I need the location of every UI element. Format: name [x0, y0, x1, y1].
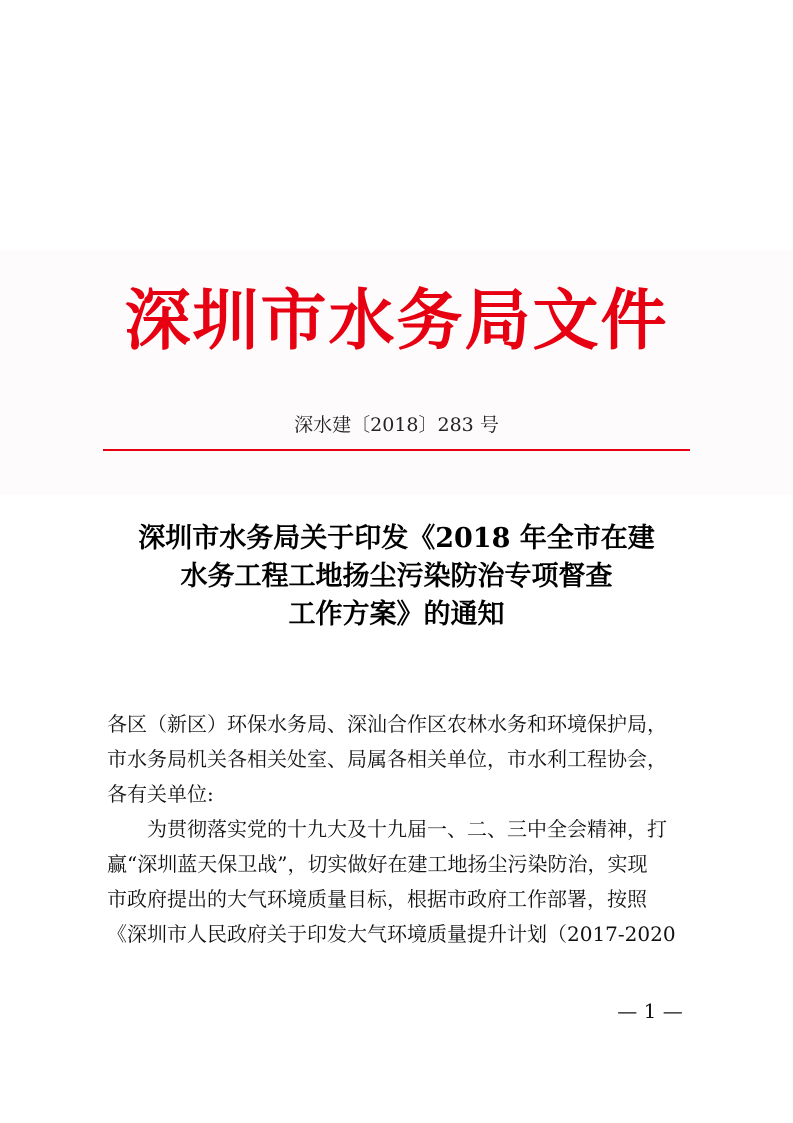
- addressee-line: 市水务局机关各相关处室、局属各相关单位，市水利工程协会，: [107, 747, 667, 771]
- notice-title: [0, 520, 793, 634]
- paragraph-line: 《深圳市人民政府关于印发大气环境质量提升计划（2017-2020: [107, 922, 676, 946]
- page-number: — 1 —: [617, 999, 683, 1023]
- title-line: 深圳市水务局关于印发《2018 年全市在建: [138, 523, 655, 554]
- paragraph-line: 为贯彻落实党的十九大及十九届一、二、三中全会精神，打: [147, 817, 667, 841]
- addressee-line: 各区（新区）环保水务局、深汕合作区农林水务和环境保护局，: [107, 712, 667, 736]
- document-number: 深水建〔2018〕283 号: [294, 414, 499, 436]
- body-text: [107, 707, 693, 952]
- title-line: 水务工程工地扬尘污染防治专项督查: [180, 561, 613, 592]
- red-divider-line: [103, 449, 690, 451]
- addressee-line: 各有关单位:: [107, 782, 214, 806]
- paragraph-line: 市政府提出的大气环境质量目标，根据市政府工作部署，按照: [107, 887, 647, 911]
- title-line: 工作方案》的通知: [288, 599, 505, 630]
- masthead-title: 深圳市水务局文件: [124, 281, 669, 359]
- paragraph-line: 赢“深圳蓝天保卫战”，切实做好在建工地扬尘污染防治，实现: [107, 852, 648, 876]
